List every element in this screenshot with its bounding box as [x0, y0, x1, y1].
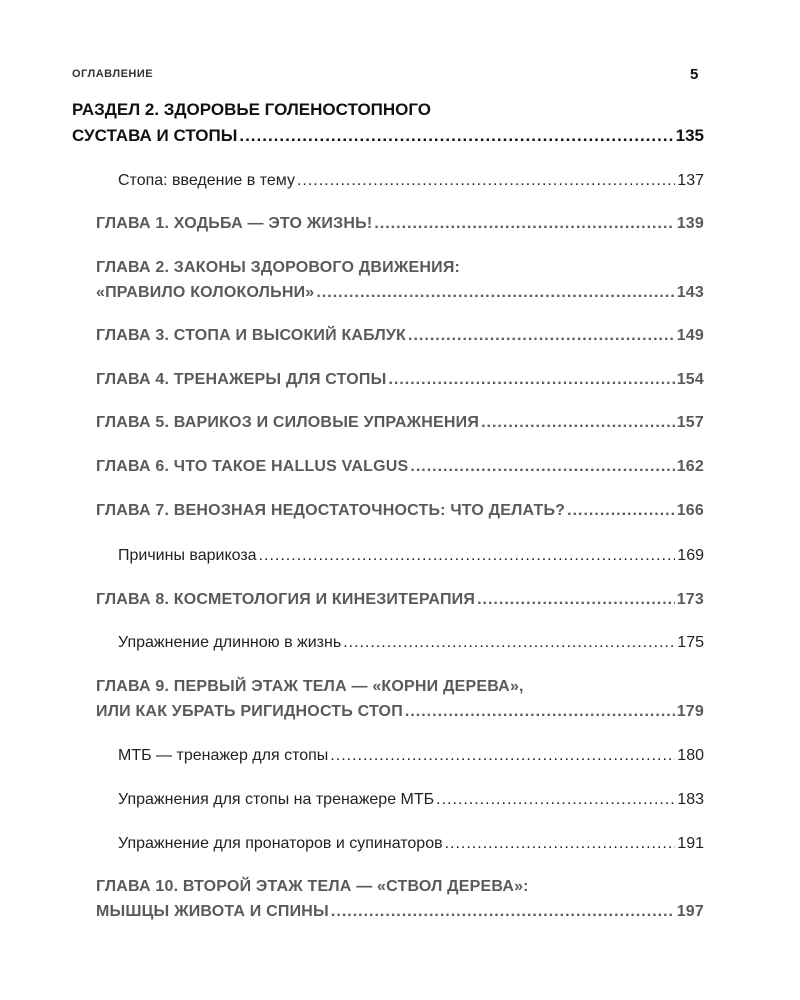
toc-chapter-page: 162	[676, 458, 704, 475]
toc-subentry-page: 191	[677, 835, 704, 852]
toc-chapter[interactable]	[96, 458, 704, 476]
toc-subentry[interactable]	[118, 791, 704, 809]
toc-subentry[interactable]	[118, 747, 704, 765]
dot-leader	[436, 791, 675, 809]
toc-subentry[interactable]	[118, 547, 704, 565]
toc-subentry-page: 137	[677, 172, 704, 189]
running-header: ОГЛАВЛЕНИЕ	[72, 68, 154, 80]
toc-chapter-page: 143	[676, 284, 704, 301]
toc-chapter[interactable]	[96, 327, 704, 345]
toc-subentry-title: Упражнения для стопы на тренажере МТБ	[118, 791, 435, 808]
toc-subentry-title: МТБ — тренажер для стопы	[118, 747, 329, 764]
toc-subentry-page: 169	[677, 547, 704, 564]
toc-subentry-page: 175	[677, 634, 704, 651]
dot-leader	[445, 835, 676, 853]
toc-subentry[interactable]	[118, 634, 704, 652]
dot-leader	[316, 284, 674, 302]
dot-leader	[330, 747, 675, 765]
toc-chapter[interactable]	[96, 414, 704, 432]
toc-chapter-title: ГЛАВА 6. ЧТО ТАКОЕ HALLUS VALGUS	[96, 458, 409, 475]
toc-chapter-title: ГЛАВА 1. ХОДЬБА — ЭТО ЖИЗНЬ!	[96, 215, 373, 232]
toc-chapter-page: 179	[676, 703, 704, 720]
dot-leader	[343, 634, 675, 652]
toc-chapter[interactable]	[96, 703, 704, 721]
toc-chapter[interactable]	[96, 215, 704, 233]
dot-leader	[408, 327, 675, 345]
toc-chapter-page: 149	[676, 327, 704, 344]
section-page: 135	[675, 126, 704, 145]
dot-leader	[410, 458, 674, 476]
toc-subentry-title: Упражнение для пронаторов и супинаторов	[118, 835, 443, 852]
toc-chapter-page: 166	[676, 502, 704, 519]
toc-chapter-title: ГЛАВА 4. ТРЕНАЖЕРЫ ДЛЯ СТОПЫ	[96, 371, 387, 388]
toc-chapter-title-line1: ГЛАВА 9. ПЕРВЫЙ ЭТАЖ ТЕЛА — «КОРНИ ДЕРЕВА»,	[96, 678, 524, 695]
toc-chapter-title: ГЛАВА 8. КОСМЕТОЛОГИЯ И КИНЕЗИТЕРАПИЯ	[96, 591, 476, 608]
toc-subentry-page: 180	[677, 747, 704, 764]
toc-chapter-page: 173	[676, 591, 704, 608]
toc-chapter[interactable]	[96, 903, 704, 921]
toc-chapter-title: ГЛАВА 7. ВЕНОЗНАЯ НЕДОСТАТОЧНОСТЬ: ЧТО ДЕЛАТЬ?	[96, 502, 566, 519]
toc-chapter-page: 157	[676, 414, 704, 431]
toc-subentry-title: Стопа: введение в тему	[118, 172, 295, 189]
toc-chapter-title: ГЛАВА 5. ВАРИКОЗ И СИЛОВЫЕ УПРАЖНЕНИЯ	[96, 414, 480, 431]
toc-chapter-page: 139	[676, 215, 704, 232]
toc-chapter-title: ИЛИ КАК УБРАТЬ РИГИДНОСТЬ СТОП	[96, 703, 403, 720]
dot-leader	[388, 371, 674, 389]
toc-chapter[interactable]	[96, 591, 704, 609]
page-number: 5	[690, 66, 699, 83]
dot-leader	[477, 591, 675, 609]
dot-leader	[567, 502, 675, 520]
dot-leader	[481, 414, 675, 432]
toc-chapter-title: «ПРАВИЛО КОЛОКОЛЬНИ»	[96, 284, 315, 301]
dot-leader	[374, 215, 674, 233]
toc-chapter-page: 154	[676, 371, 704, 388]
dot-leader	[239, 126, 673, 146]
toc-subentry-title: Упражнение длинною в жизнь	[118, 634, 342, 651]
dot-leader	[405, 703, 675, 721]
section-title-line2: СУСТАВА И СТОПЫ	[72, 126, 238, 145]
toc-subentry[interactable]	[118, 172, 704, 190]
dot-leader	[259, 547, 676, 565]
toc-chapter[interactable]	[96, 371, 704, 389]
dot-leader	[297, 172, 675, 190]
toc-chapter-title: ГЛАВА 3. СТОПА И ВЫСОКИЙ КАБЛУК	[96, 327, 407, 344]
dot-leader	[331, 903, 675, 921]
toc-subentry-page: 183	[677, 791, 704, 808]
toc-chapter[interactable]	[96, 284, 704, 302]
section-title-line1: РАЗДЕЛ 2. ЗДОРОВЬЕ ГОЛЕНОСТОПНОГО	[72, 100, 432, 119]
toc-chapter-title-line1: ГЛАВА 2. ЗАКОНЫ ЗДОРОВОГО ДВИЖЕНИЯ:	[96, 259, 461, 276]
toc-subentry-title: Причины варикоза	[118, 547, 257, 564]
toc-chapter[interactable]	[96, 502, 704, 520]
toc-chapter-page: 197	[676, 903, 704, 920]
toc-chapter-title: МЫШЦЫ ЖИВОТА И СПИНЫ	[96, 903, 329, 920]
toc-subentry[interactable]	[118, 835, 704, 853]
section-entry[interactable]	[72, 126, 704, 146]
toc-chapter-title-line1: ГЛАВА 10. ВТОРОЙ ЭТАЖ ТЕЛА — «СТВОЛ ДЕРЕВА»:	[96, 878, 529, 895]
